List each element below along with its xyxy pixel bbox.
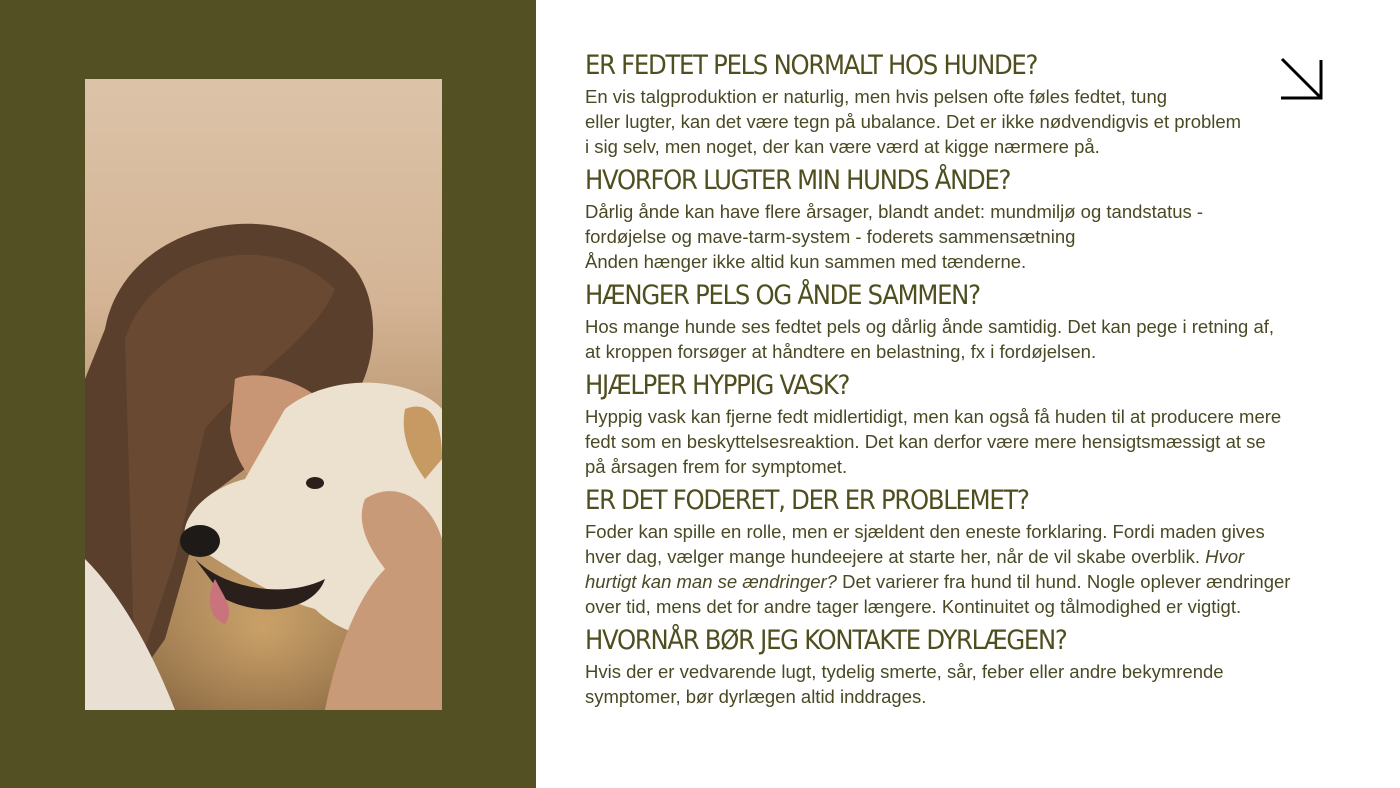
faq-answer: En vis talgproduktion er naturlig, men hvis pelsen ofte føles fedtet, tung eller lugter, kan det være tegn på ubalance. Det er ikke nødvendigvis et problem i sig selv, men noget, der kan være værd at kigge nærmere på.: [585, 86, 1242, 157]
faq-heading: ER FEDTET PELS NORMALT HOS HUNDE?: [585, 50, 1038, 81]
faq-content: [585, 48, 1345, 713]
faq-heading: HÆNGER PELS OG ÅNDE SAMMEN?: [585, 280, 980, 311]
faq-heading: ER DET FODERET, DER ER PROBLEMET?: [585, 485, 1029, 516]
faq-answer: Hos mange hunde ses fedtet pels og dårlig ånde samtidig. Det kan pege i retning af, at kroppen forsøger at håndtere en belastning, fx i fordøjelsen.: [585, 316, 1275, 362]
faq-answer-part: Det varierer fra hund til hund. Nogle oplever ændringer over tid, mens det for andre tager længere. Kontinuitet og tålmodighed er vigtigt.: [585, 571, 1291, 617]
faq-heading: HVORFOR LUGTER MIN HUNDS ÅNDE?: [585, 165, 1011, 196]
faq-section: [585, 368, 1345, 479]
faq-answer: Hvis der er vedvarende lugt, tydelig smerte, sår, feber eller andre bekymrende symptomer, bør dyrlægen altid inddrages.: [585, 661, 1224, 707]
faq-answer-part: Foder kan spille en rolle, men er sjældent den eneste forklaring. Fordi maden gives hver dag, vælger mange hundeejere at starte her, når de vil skabe overblik.: [585, 521, 1265, 567]
faq-section: [585, 483, 1345, 619]
faq-answer: Hyppig vask kan fjerne fedt midlertidigt, men kan også få huden til at producere mere fedt som en beskyttelsesreaktion. Det kan derfor være mere hensigtsmæssigt at se på årsagen frem for symptomet.: [585, 406, 1282, 477]
faq-section: [585, 163, 1345, 274]
faq-section: [585, 48, 1345, 159]
faq-heading: HJÆLPER HYPPIG VASK?: [585, 370, 850, 401]
faq-section: [585, 623, 1345, 709]
photo-illustration: [85, 79, 442, 710]
faq-answer-italic: Hvor hurtigt kan man se ændringer?: [585, 546, 1245, 592]
left-color-panel: [0, 0, 536, 788]
faq-answer: Dårlig ånde kan have flere årsager, blandt andet: mundmiljø og tandstatus - fordøjelse og mave-tarm-system - foderets sammensætning Ånden hænger ikke altid kun sammen med tænderne.: [585, 201, 1204, 272]
faq-section: [585, 278, 1345, 364]
woman-with-dog-photo: [85, 79, 442, 710]
faq-answer: [585, 519, 1345, 619]
faq-heading: HVORNÅR BØR JEG KONTAKTE DYRLÆGEN?: [585, 625, 1067, 656]
